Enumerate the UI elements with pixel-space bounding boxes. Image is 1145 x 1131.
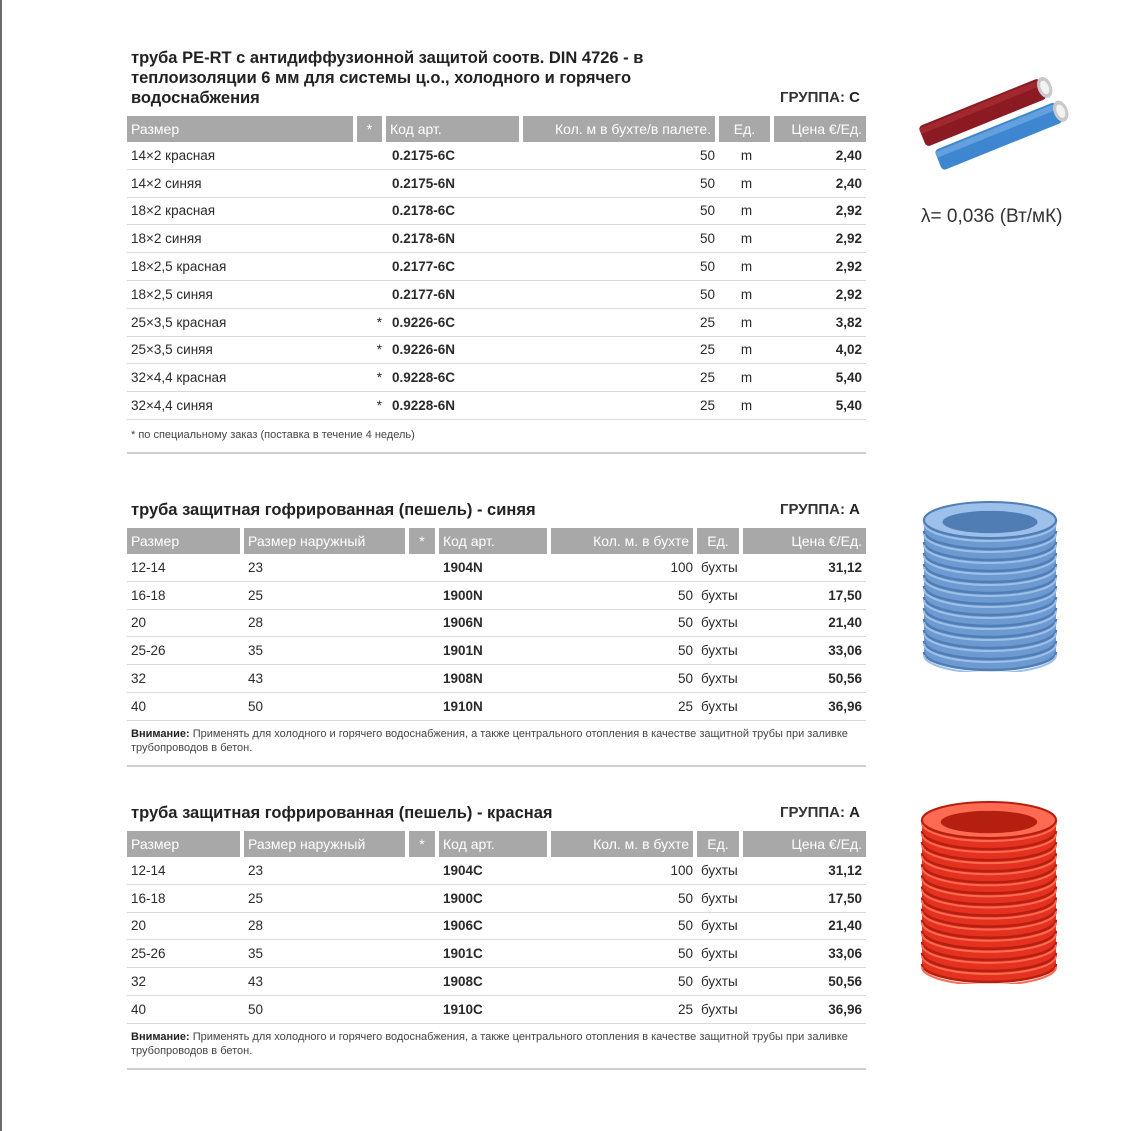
col-header-qty: Кол. м в бухте/в палете. bbox=[523, 116, 719, 142]
col-header-unit: Ед. bbox=[719, 116, 774, 142]
cell-star bbox=[409, 554, 439, 582]
cell-qty: 25 bbox=[523, 309, 719, 337]
cell-price: 33,06 bbox=[743, 637, 866, 665]
cell-star bbox=[357, 253, 386, 281]
col-header-unit: Ед. bbox=[697, 831, 743, 857]
cell-code: 1901N bbox=[439, 637, 551, 665]
cell-outer: 23 bbox=[244, 554, 409, 582]
cell-outer: 25 bbox=[244, 582, 409, 610]
table-row bbox=[127, 913, 866, 941]
cell-unit: бухты bbox=[697, 996, 743, 1024]
price-table bbox=[127, 528, 866, 721]
lambda-value: λ= 0,036 (Вт/мК) bbox=[921, 206, 1063, 227]
cell-qty: 50 bbox=[523, 142, 719, 170]
cell-outer: 28 bbox=[244, 913, 409, 941]
cell-unit: бухты bbox=[697, 693, 743, 721]
cell-code: 1901C bbox=[439, 940, 551, 968]
cell-star bbox=[409, 610, 439, 638]
cell-price: 4,02 bbox=[774, 337, 866, 365]
cell-qty: 50 bbox=[551, 968, 697, 996]
col-header-qty: Кол. м. в бухте bbox=[551, 831, 697, 857]
cell-qty: 50 bbox=[551, 637, 697, 665]
warning-text: Применять для холодного и горячего водоснабжения, а также центрального отопления в качестве защитной трубы при заливке трубопроводов в бетон. bbox=[131, 1030, 848, 1057]
table-row bbox=[127, 392, 866, 420]
table-row bbox=[127, 968, 866, 996]
cell-qty: 25 bbox=[523, 337, 719, 365]
table-row bbox=[127, 281, 866, 309]
table-row bbox=[127, 253, 866, 281]
cell-price: 50,56 bbox=[743, 968, 866, 996]
cell-size: 32 bbox=[127, 665, 244, 693]
cell-star bbox=[409, 665, 439, 693]
group-value: C bbox=[849, 89, 860, 106]
cell-size: 40 bbox=[127, 693, 244, 721]
cell-unit: бухты bbox=[697, 610, 743, 638]
cell-unit: m bbox=[719, 142, 774, 170]
cell-size: 25-26 bbox=[127, 940, 244, 968]
cell-star bbox=[409, 996, 439, 1024]
col-header-qty: Кол. м. в бухте bbox=[551, 528, 697, 554]
cell-unit: бухты bbox=[697, 885, 743, 913]
cell-star bbox=[409, 885, 439, 913]
cell-qty: 25 bbox=[523, 392, 719, 420]
cell-outer: 23 bbox=[244, 857, 409, 885]
table-row bbox=[127, 693, 866, 721]
cell-outer: 43 bbox=[244, 665, 409, 693]
cell-price: 2,92 bbox=[774, 198, 866, 226]
cell-qty: 50 bbox=[551, 885, 697, 913]
table-row bbox=[127, 170, 866, 198]
cell-qty: 50 bbox=[551, 582, 697, 610]
cell-size: 14×2 красная bbox=[127, 142, 357, 170]
cell-price: 31,12 bbox=[743, 857, 866, 885]
col-header-size: Размер bbox=[127, 528, 244, 554]
cell-price: 17,50 bbox=[743, 582, 866, 610]
cell-unit: бухты bbox=[697, 665, 743, 693]
group-label: ГРУППА: bbox=[779, 89, 845, 106]
cell-unit: m bbox=[719, 281, 774, 309]
cell-star bbox=[357, 225, 386, 253]
group-value: A bbox=[849, 501, 860, 518]
cell-code: 1910C bbox=[439, 996, 551, 1024]
cell-star bbox=[357, 170, 386, 198]
table-row bbox=[127, 665, 866, 693]
cell-star bbox=[357, 281, 386, 309]
cell-unit: m bbox=[719, 170, 774, 198]
table-row bbox=[127, 198, 866, 226]
cell-unit: m bbox=[719, 253, 774, 281]
cell-size: 20 bbox=[127, 913, 244, 941]
cell-code: 1906C bbox=[439, 913, 551, 941]
cell-unit: бухты bbox=[697, 582, 743, 610]
group-badge bbox=[780, 803, 860, 823]
group-value: A bbox=[849, 804, 860, 821]
cell-star bbox=[409, 582, 439, 610]
warning-label: Внимание: bbox=[131, 1030, 190, 1043]
cell-size: 32×4,4 синяя bbox=[127, 392, 357, 420]
cell-star bbox=[409, 857, 439, 885]
cell-star bbox=[357, 142, 386, 170]
cell-unit: бухты bbox=[697, 940, 743, 968]
warning-note bbox=[127, 1024, 866, 1070]
price-table bbox=[127, 116, 866, 420]
table-row bbox=[127, 554, 866, 582]
cell-qty: 50 bbox=[523, 253, 719, 281]
cell-size: 32 bbox=[127, 968, 244, 996]
cell-code: 1908C bbox=[439, 968, 551, 996]
cell-size: 16-18 bbox=[127, 582, 244, 610]
cell-price: 2,92 bbox=[774, 253, 866, 281]
table-row bbox=[127, 225, 866, 253]
cell-code: 0.9226-6N bbox=[386, 337, 523, 365]
cell-outer: 28 bbox=[244, 610, 409, 638]
col-header-size: Размер bbox=[127, 116, 357, 142]
section-title-text: труба защитная гофрированная (пешель) - синяя bbox=[131, 501, 536, 519]
cell-star bbox=[357, 198, 386, 226]
cell-star: * bbox=[357, 309, 386, 337]
cell-size: 32×4,4 красная bbox=[127, 364, 357, 392]
page-edge-rule bbox=[0, 0, 2, 1131]
cell-size: 14×2 синяя bbox=[127, 170, 357, 198]
col-header-code: Код арт. bbox=[439, 528, 551, 554]
cell-price: 5,40 bbox=[774, 364, 866, 392]
section-corrugated-red bbox=[127, 803, 866, 1070]
cell-price: 2,92 bbox=[774, 281, 866, 309]
cell-outer: 25 bbox=[244, 885, 409, 913]
cell-qty: 50 bbox=[523, 198, 719, 226]
cell-price: 36,96 bbox=[743, 996, 866, 1024]
group-label: ГРУППА: bbox=[779, 804, 845, 821]
cell-size: 18×2 красная bbox=[127, 198, 357, 226]
col-header-star: * bbox=[409, 528, 439, 554]
section-title-text: труба защитная гофрированная (пешель) - красная bbox=[131, 804, 553, 822]
cell-outer: 50 bbox=[244, 693, 409, 721]
cell-qty: 50 bbox=[551, 940, 697, 968]
cell-unit: бухты bbox=[697, 554, 743, 582]
cell-size: 25×3,5 синяя bbox=[127, 337, 357, 365]
cell-price: 33,06 bbox=[743, 940, 866, 968]
group-badge bbox=[780, 88, 860, 108]
cell-size: 40 bbox=[127, 996, 244, 1024]
cell-outer: 43 bbox=[244, 968, 409, 996]
footnote: * по специальному заказ (поставка в течение 4 недель) bbox=[127, 420, 866, 454]
cell-size: 20 bbox=[127, 610, 244, 638]
cell-star: * bbox=[357, 392, 386, 420]
table-row bbox=[127, 337, 866, 365]
cell-size: 16-18 bbox=[127, 885, 244, 913]
cell-qty: 100 bbox=[551, 857, 697, 885]
cell-size: 25×3,5 красная bbox=[127, 309, 357, 337]
col-header-star: * bbox=[357, 116, 386, 142]
table-row bbox=[127, 142, 866, 170]
col-header-unit: Ед. bbox=[697, 528, 743, 554]
table-row bbox=[127, 582, 866, 610]
cell-code: 1904C bbox=[439, 857, 551, 885]
col-header-outer: Размер наружный bbox=[244, 831, 409, 857]
section-corrugated-blue bbox=[127, 500, 866, 767]
section-title bbox=[127, 48, 866, 108]
col-header-price: Цена €/Ед. bbox=[774, 116, 866, 142]
col-header-price: Цена €/Ед. bbox=[743, 831, 866, 857]
cell-code: 0.2178-6C bbox=[386, 198, 523, 226]
cell-price: 2,40 bbox=[774, 170, 866, 198]
cell-price: 50,56 bbox=[743, 665, 866, 693]
cell-code: 1900C bbox=[439, 885, 551, 913]
cell-price: 21,40 bbox=[743, 913, 866, 941]
group-badge bbox=[780, 500, 860, 520]
col-header-size: Размер bbox=[127, 831, 244, 857]
table-row bbox=[127, 309, 866, 337]
cell-unit: m bbox=[719, 198, 774, 226]
warning-label: Внимание: bbox=[131, 727, 190, 740]
cell-price: 2,92 bbox=[774, 225, 866, 253]
table-row bbox=[127, 637, 866, 665]
cell-code: 1900N bbox=[439, 582, 551, 610]
table-row bbox=[127, 940, 866, 968]
cell-code: 0.2177-6C bbox=[386, 253, 523, 281]
cell-price: 5,40 bbox=[774, 392, 866, 420]
table-row bbox=[127, 885, 866, 913]
cell-qty: 50 bbox=[523, 281, 719, 309]
cell-qty: 50 bbox=[523, 170, 719, 198]
cell-outer: 35 bbox=[244, 637, 409, 665]
blue-corrugated-coil-image bbox=[920, 500, 1060, 672]
col-header-code: Код арт. bbox=[386, 116, 523, 142]
cell-star bbox=[409, 940, 439, 968]
cell-qty: 50 bbox=[551, 665, 697, 693]
cell-price: 21,40 bbox=[743, 610, 866, 638]
price-table bbox=[127, 831, 866, 1024]
cell-unit: бухты bbox=[697, 913, 743, 941]
cell-star bbox=[409, 693, 439, 721]
cell-unit: бухты bbox=[697, 637, 743, 665]
cell-qty: 50 bbox=[551, 913, 697, 941]
cell-star: * bbox=[357, 364, 386, 392]
cell-unit: m bbox=[719, 337, 774, 365]
cell-star bbox=[409, 637, 439, 665]
cell-star bbox=[409, 968, 439, 996]
cell-code: 0.2178-6N bbox=[386, 225, 523, 253]
cell-unit: m bbox=[719, 364, 774, 392]
cell-size: 12-14 bbox=[127, 857, 244, 885]
cell-code: 0.2177-6N bbox=[386, 281, 523, 309]
cell-price: 17,50 bbox=[743, 885, 866, 913]
cell-qty: 25 bbox=[551, 693, 697, 721]
red-corrugated-coil-image bbox=[918, 800, 1060, 984]
cell-qty: 50 bbox=[551, 610, 697, 638]
cell-qty: 25 bbox=[551, 996, 697, 1024]
insulated-pipes-image bbox=[918, 56, 1078, 176]
table-header-row bbox=[127, 116, 866, 142]
cell-size: 18×2 синяя bbox=[127, 225, 357, 253]
table-row bbox=[127, 364, 866, 392]
col-header-price: Цена €/Ед. bbox=[743, 528, 866, 554]
cell-outer: 50 bbox=[244, 996, 409, 1024]
cell-qty: 25 bbox=[523, 364, 719, 392]
cell-price: 3,82 bbox=[774, 309, 866, 337]
table-row bbox=[127, 996, 866, 1024]
cell-unit: m bbox=[719, 392, 774, 420]
section-title-text: труба PE-RT с антидиффузионной защитой соотв. DIN 4726 - в теплоизоляции 6 мм для системы ц.о., холодного и горячего водоснабжения bbox=[131, 49, 644, 107]
cell-code: 1910N bbox=[439, 693, 551, 721]
cell-code: 0.2175-6C bbox=[386, 142, 523, 170]
col-header-outer: Размер наружный bbox=[244, 528, 409, 554]
table-header-row bbox=[127, 528, 866, 554]
cell-star bbox=[409, 913, 439, 941]
section-pert-pipe bbox=[127, 48, 866, 454]
cell-price: 31,12 bbox=[743, 554, 866, 582]
cell-size: 18×2,5 синяя bbox=[127, 281, 357, 309]
cell-price: 2,40 bbox=[774, 142, 866, 170]
warning-note bbox=[127, 721, 866, 767]
section-title bbox=[127, 803, 866, 823]
cell-code: 0.9228-6C bbox=[386, 364, 523, 392]
table-header-row bbox=[127, 831, 866, 857]
cell-qty: 100 bbox=[551, 554, 697, 582]
col-header-code: Код арт. bbox=[439, 831, 551, 857]
cell-code: 1906N bbox=[439, 610, 551, 638]
cell-code: 0.9228-6N bbox=[386, 392, 523, 420]
cell-size: 12-14 bbox=[127, 554, 244, 582]
cell-price: 36,96 bbox=[743, 693, 866, 721]
cell-unit: m bbox=[719, 225, 774, 253]
col-header-star: * bbox=[409, 831, 439, 857]
cell-outer: 35 bbox=[244, 940, 409, 968]
cell-size: 18×2,5 красная bbox=[127, 253, 357, 281]
cell-unit: m bbox=[719, 309, 774, 337]
warning-text: Применять для холодного и горячего водоснабжения, а также центрального отопления в качестве защитной трубы при заливке трубопроводов в бетон. bbox=[131, 727, 848, 754]
cell-unit: бухты bbox=[697, 968, 743, 996]
cell-size: 25-26 bbox=[127, 637, 244, 665]
table-row bbox=[127, 610, 866, 638]
cell-unit: бухты bbox=[697, 857, 743, 885]
cell-code: 0.2175-6N bbox=[386, 170, 523, 198]
group-label: ГРУППА: bbox=[779, 501, 845, 518]
table-row bbox=[127, 857, 866, 885]
cell-code: 0.9226-6C bbox=[386, 309, 523, 337]
cell-qty: 50 bbox=[523, 225, 719, 253]
cell-star: * bbox=[357, 337, 386, 365]
cell-code: 1904N bbox=[439, 554, 551, 582]
cell-code: 1908N bbox=[439, 665, 551, 693]
section-title bbox=[127, 500, 866, 520]
